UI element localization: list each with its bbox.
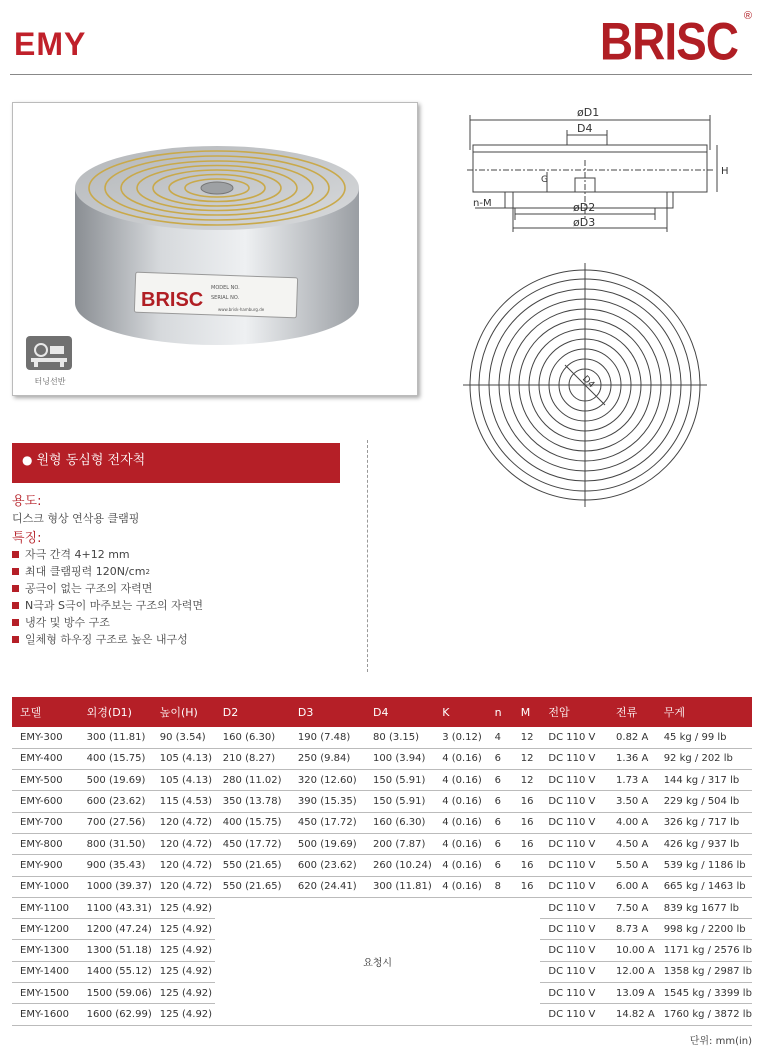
table-cell: 105 (4.13) bbox=[152, 748, 215, 769]
table-cell: 250 (9.84) bbox=[290, 748, 365, 769]
table-cell: 6 bbox=[487, 791, 513, 812]
table-cell: EMY-1600 bbox=[12, 1004, 79, 1025]
bullet-square-icon bbox=[12, 619, 19, 626]
table-cell: 8 bbox=[487, 876, 513, 897]
table-row bbox=[12, 833, 752, 854]
table-cell: 998 kg / 2200 lb bbox=[656, 919, 752, 940]
table-cell: 4 (0.16) bbox=[434, 855, 486, 876]
feature-item: 일체형 하우징 구조로 높은 내구성 bbox=[12, 631, 203, 648]
table-cell: 105 (4.13) bbox=[152, 770, 215, 791]
table-cell: EMY-1000 bbox=[12, 876, 79, 897]
column-header: D3 bbox=[290, 697, 365, 727]
table-row bbox=[12, 770, 752, 791]
nameplate-brand: BRISC bbox=[141, 289, 204, 311]
technical-drawing bbox=[455, 100, 745, 510]
table-cell: 90 (3.54) bbox=[152, 727, 215, 748]
product-photo-frame bbox=[12, 102, 418, 396]
label-d4: D4 bbox=[577, 122, 593, 135]
table-cell: 550 (21.65) bbox=[215, 855, 290, 876]
table-cell: 16 bbox=[513, 791, 541, 812]
table-cell: 12 bbox=[513, 748, 541, 769]
table-cell: 300 (11.81) bbox=[79, 727, 152, 748]
table-cell: 3 (0.12) bbox=[434, 727, 486, 748]
registered-mark: ® bbox=[743, 10, 752, 22]
table-cell: 400 (15.75) bbox=[215, 812, 290, 833]
table-row bbox=[12, 812, 752, 833]
lathe-icon bbox=[26, 336, 72, 370]
feature-item: 자극 간격 4+12 mm bbox=[12, 546, 203, 563]
table-cell: 4.00 A bbox=[608, 812, 656, 833]
column-header: D4 bbox=[365, 697, 434, 727]
table-cell: 125 (4.92) bbox=[152, 1004, 215, 1025]
table-cell: 210 (8.27) bbox=[215, 748, 290, 769]
table-row bbox=[12, 748, 752, 769]
table-cell: 92 kg / 202 lb bbox=[656, 748, 752, 769]
table-cell: 120 (4.72) bbox=[152, 876, 215, 897]
usage-title: 용도: bbox=[12, 494, 42, 509]
table-row bbox=[12, 855, 752, 876]
table-cell: 320 (12.60) bbox=[290, 770, 365, 791]
table-cell: 839 kg 1677 lb bbox=[656, 897, 752, 918]
table-cell: 144 kg / 317 lb bbox=[656, 770, 752, 791]
table-cell: 1545 kg / 3399 lb bbox=[656, 983, 752, 1004]
table-cell: 900 (35.43) bbox=[79, 855, 152, 876]
table-cell: 7.50 A bbox=[608, 897, 656, 918]
table-cell: 3.50 A bbox=[608, 791, 656, 812]
table-cell: 6 bbox=[487, 748, 513, 769]
table-cell: 4.50 A bbox=[608, 833, 656, 854]
column-header: D2 bbox=[215, 697, 290, 727]
table-cell: 6 bbox=[487, 770, 513, 791]
table-cell: EMY-1100 bbox=[12, 897, 79, 918]
table-cell: 426 kg / 937 lb bbox=[656, 833, 752, 854]
table-cell: DC 110 V bbox=[540, 919, 608, 940]
table-cell: EMY-1200 bbox=[12, 919, 79, 940]
table-cell: 6.00 A bbox=[608, 876, 656, 897]
table-cell: 1358 kg / 2987 lb bbox=[656, 961, 752, 982]
table-cell: 550 (21.65) bbox=[215, 876, 290, 897]
table-cell: 665 kg / 1463 lb bbox=[656, 876, 752, 897]
table-cell: 450 (17.72) bbox=[290, 812, 365, 833]
table-cell: 160 (6.30) bbox=[215, 727, 290, 748]
column-header: 높이(H) bbox=[152, 697, 215, 727]
bullet-square-icon bbox=[12, 602, 19, 609]
table-cell: 400 (15.75) bbox=[79, 748, 152, 769]
column-header: n bbox=[487, 697, 513, 727]
label-g: G bbox=[541, 175, 548, 185]
feature-item: 공극이 없는 구조의 자력면 bbox=[12, 580, 203, 597]
table-row bbox=[12, 876, 752, 897]
features-title: 특징: bbox=[12, 531, 42, 546]
label-nm: n-M bbox=[473, 198, 492, 209]
column-header: 전류 bbox=[608, 697, 656, 727]
table-cell: 4 (0.16) bbox=[434, 876, 486, 897]
feature-item: N극과 S극이 마주보는 구조의 자력면 bbox=[12, 597, 203, 614]
table-cell: 6 bbox=[487, 833, 513, 854]
table-cell: 16 bbox=[513, 876, 541, 897]
product-photo bbox=[13, 103, 419, 397]
table-cell: 700 (27.56) bbox=[79, 812, 152, 833]
table-cell: DC 110 V bbox=[540, 833, 608, 854]
table-cell: 10.00 A bbox=[608, 940, 656, 961]
table-cell: EMY-400 bbox=[12, 748, 79, 769]
column-header: K bbox=[434, 697, 486, 727]
table-cell: 229 kg / 504 lb bbox=[656, 791, 752, 812]
table-cell: DC 110 V bbox=[540, 812, 608, 833]
bullet-square-icon bbox=[12, 585, 19, 592]
label-center-d4: D4 bbox=[580, 374, 597, 391]
table-cell: 500 (19.69) bbox=[290, 833, 365, 854]
table-cell: EMY-300 bbox=[12, 727, 79, 748]
table-cell: 1600 (62.99) bbox=[79, 1004, 152, 1025]
table-cell: 125 (4.92) bbox=[152, 897, 215, 918]
table-cell: 1000 (39.37) bbox=[79, 876, 152, 897]
nameplate-serial: SERIAL NO. bbox=[211, 295, 240, 301]
label-d1: øD1 bbox=[577, 106, 600, 119]
table-cell: EMY-600 bbox=[12, 791, 79, 812]
table-cell: 16 bbox=[513, 833, 541, 854]
table-cell: 12 bbox=[513, 770, 541, 791]
table-row bbox=[12, 791, 752, 812]
features-list bbox=[12, 546, 203, 648]
table-cell: 0.82 A bbox=[608, 727, 656, 748]
table-cell: 1.73 A bbox=[608, 770, 656, 791]
table-cell: 6 bbox=[487, 812, 513, 833]
table-cell: DC 110 V bbox=[540, 855, 608, 876]
table-cell: 1760 kg / 3872 lb bbox=[656, 1004, 752, 1025]
lathe-label: 터닝선반 bbox=[34, 377, 66, 386]
table-row bbox=[12, 727, 752, 748]
table-cell: 120 (4.72) bbox=[152, 812, 215, 833]
table-cell: 8.73 A bbox=[608, 919, 656, 940]
table-cell: 125 (4.92) bbox=[152, 983, 215, 1004]
table-cell: 5.50 A bbox=[608, 855, 656, 876]
superscript: 2 bbox=[145, 567, 150, 576]
table-cell: DC 110 V bbox=[540, 727, 608, 748]
table-cell: DC 110 V bbox=[540, 961, 608, 982]
table-cell: 45 kg / 99 lb bbox=[656, 727, 752, 748]
label-d2: øD2 bbox=[573, 201, 596, 214]
table-cell: EMY-800 bbox=[12, 833, 79, 854]
table-cell: EMY-900 bbox=[12, 855, 79, 876]
table-cell: EMY-1500 bbox=[12, 983, 79, 1004]
table-cell: EMY-500 bbox=[12, 770, 79, 791]
table-cell: 12.00 A bbox=[608, 961, 656, 982]
table-cell: 280 (11.02) bbox=[215, 770, 290, 791]
table-cell: 1300 (51.18) bbox=[79, 940, 152, 961]
table-cell: 150 (5.91) bbox=[365, 791, 434, 812]
table-cell: 115 (4.53) bbox=[152, 791, 215, 812]
table-cell: 190 (7.48) bbox=[290, 727, 365, 748]
column-header: 무게 bbox=[656, 697, 752, 727]
column-header: 전압 bbox=[540, 697, 608, 727]
bullet-square-icon bbox=[12, 568, 19, 575]
nameplate-url: www.brisk-hamburg.de bbox=[218, 307, 265, 312]
table-cell: 539 kg / 1186 lb bbox=[656, 855, 752, 876]
table-cell: 4 bbox=[487, 727, 513, 748]
table-cell: 6 bbox=[487, 855, 513, 876]
table-cell: 120 (4.72) bbox=[152, 855, 215, 876]
table-cell: EMY-700 bbox=[12, 812, 79, 833]
table-cell: 620 (24.41) bbox=[290, 876, 365, 897]
table-cell: 16 bbox=[513, 812, 541, 833]
table-cell: 390 (15.35) bbox=[290, 791, 365, 812]
table-cell: 100 (3.94) bbox=[365, 748, 434, 769]
table-cell: 4 (0.16) bbox=[434, 812, 486, 833]
table-header-row bbox=[12, 697, 752, 727]
table-cell: 4 (0.16) bbox=[434, 791, 486, 812]
table-cell: DC 110 V bbox=[540, 983, 608, 1004]
feature-item: 최대 클램핑력 120N/cm 2 bbox=[12, 563, 203, 580]
column-header: 모델 bbox=[12, 697, 79, 727]
table-cell: 800 (31.50) bbox=[79, 833, 152, 854]
table-row bbox=[12, 897, 752, 918]
table-cell: 300 (11.81) bbox=[365, 876, 434, 897]
spec-table bbox=[12, 697, 752, 1026]
request-cell: 요청시 bbox=[215, 897, 541, 1025]
table-cell: 125 (4.92) bbox=[152, 961, 215, 982]
table-cell: 12 bbox=[513, 727, 541, 748]
table-cell: 500 (19.69) bbox=[79, 770, 152, 791]
product-banner bbox=[12, 443, 340, 483]
table-cell: 260 (10.24) bbox=[365, 855, 434, 876]
table-cell: 4 (0.16) bbox=[434, 770, 486, 791]
table-cell: 1.36 A bbox=[608, 748, 656, 769]
table-cell: 450 (17.72) bbox=[215, 833, 290, 854]
table-cell: DC 110 V bbox=[540, 791, 608, 812]
table-cell: 350 (13.78) bbox=[215, 791, 290, 812]
table-cell: DC 110 V bbox=[540, 1004, 608, 1025]
table-cell: DC 110 V bbox=[540, 748, 608, 769]
table-cell: EMY-1300 bbox=[12, 940, 79, 961]
unit-note: 단위: mm(in) bbox=[689, 1036, 752, 1047]
page-title: EMY bbox=[14, 26, 87, 62]
feature-item: 냉각 및 방수 구조 bbox=[12, 614, 203, 631]
table-cell: 600 (23.62) bbox=[79, 791, 152, 812]
table-cell: 1500 (59.06) bbox=[79, 983, 152, 1004]
section-divider bbox=[367, 440, 368, 672]
banner-title: 원형 동심형 전자척 bbox=[36, 453, 146, 468]
nameplate-model: MODEL NO. bbox=[211, 285, 240, 291]
label-d3: øD3 bbox=[573, 216, 596, 229]
table-cell: 13.09 A bbox=[608, 983, 656, 1004]
table-cell: 125 (4.92) bbox=[152, 940, 215, 961]
column-header: M bbox=[513, 697, 541, 727]
table-cell: 1400 (55.12) bbox=[79, 961, 152, 982]
table-cell: 16 bbox=[513, 855, 541, 876]
table-cell: DC 110 V bbox=[540, 940, 608, 961]
table-cell: 200 (7.87) bbox=[365, 833, 434, 854]
bullet-icon: ● bbox=[22, 453, 33, 467]
label-h: H bbox=[721, 166, 729, 177]
table-cell: 1171 kg / 2576 lb bbox=[656, 940, 752, 961]
table-cell: 1100 (43.31) bbox=[79, 897, 152, 918]
table-cell: 160 (6.30) bbox=[365, 812, 434, 833]
table-cell: DC 110 V bbox=[540, 876, 608, 897]
table-cell: EMY-1400 bbox=[12, 961, 79, 982]
table-cell: DC 110 V bbox=[540, 897, 608, 918]
table-cell: 80 (3.15) bbox=[365, 727, 434, 748]
table-cell: 600 (23.62) bbox=[290, 855, 365, 876]
table-cell: 1200 (47.24) bbox=[79, 919, 152, 940]
table-cell: DC 110 V bbox=[540, 770, 608, 791]
table-cell: 14.82 A bbox=[608, 1004, 656, 1025]
table-cell: 120 (4.72) bbox=[152, 833, 215, 854]
table-cell: 4 (0.16) bbox=[434, 748, 486, 769]
header-divider bbox=[10, 74, 752, 75]
usage-text: 디스크 형상 연삭용 클램핑 bbox=[12, 512, 140, 525]
table-cell: 150 (5.91) bbox=[365, 770, 434, 791]
bullet-square-icon bbox=[12, 551, 19, 558]
brand-logo: BRISC bbox=[599, 11, 738, 71]
table-cell: 326 kg / 717 lb bbox=[656, 812, 752, 833]
table-cell: 4 (0.16) bbox=[434, 833, 486, 854]
bullet-square-icon bbox=[12, 636, 19, 643]
column-header: 외경(D1) bbox=[79, 697, 152, 727]
table-cell: 125 (4.92) bbox=[152, 919, 215, 940]
